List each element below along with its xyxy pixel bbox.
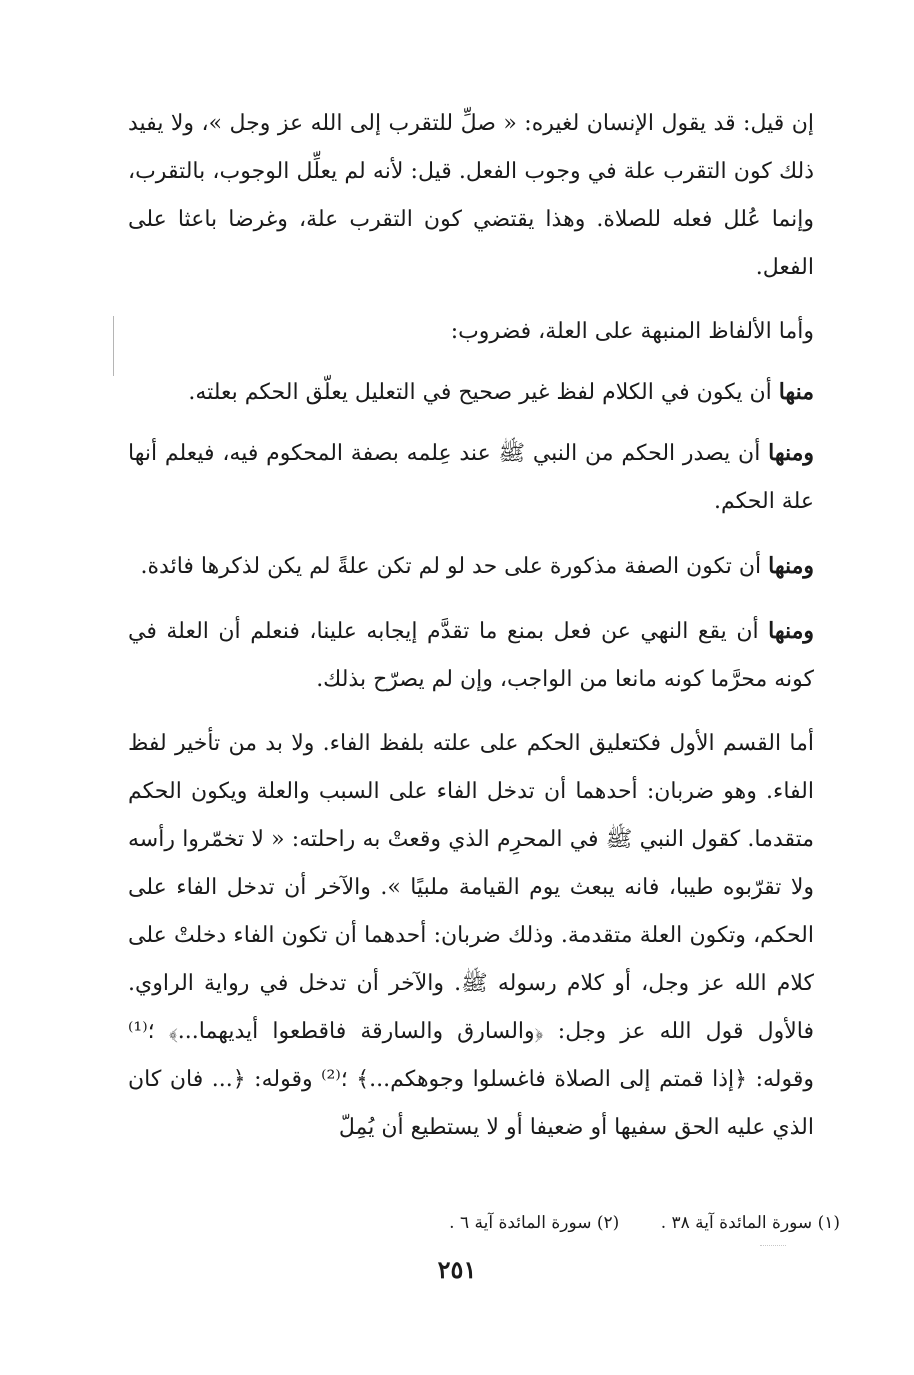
paragraph-text: أن يقع النهي عن فعل بمنع ما تقدَّم إيجابه علينا، فنعلم أن العلة في كونه محرَّما كونه مانعا من الواجب، وإن لم يصرّح بذلك. xyxy=(128,619,814,692)
paragraph-objection: إن قيل: قد يقول الإنسان لغيره: « صلِّ للتقرب إلى الله عز وجل »، ولا يفيد ذلك كون التقرب علة في وجوب الفعل. قيل: لأنه لم يعلِّل الوجوب، بالتقرب، وإنما عُلل فعله للصلاة. وهذا يقتضي كون التقرب علة، وغرضا باعثا على الفعل. xyxy=(128,111,814,280)
footnotes xyxy=(380,1210,840,1236)
scan-specks xyxy=(760,1245,786,1250)
page-number: ٢٥١ xyxy=(437,1255,477,1284)
paragraph-text: أن يكون في الكلام لفظ غير صحيح في التعليل يعلّق الحكم بعلته. xyxy=(188,380,779,405)
paragraph-type-one xyxy=(128,368,814,417)
footnote-2: (٢) سورة المائدة آية ٦ . xyxy=(449,1213,620,1233)
lead-word: منها xyxy=(778,379,814,405)
lead-word: ومنها xyxy=(768,440,814,466)
paragraph-type-three xyxy=(128,542,814,591)
paragraph-signal-words: وأما الألفاظ المنبهة على العلة، فضروب: xyxy=(450,319,814,344)
lead-word: ومنها xyxy=(768,553,814,579)
main-text xyxy=(128,100,814,1152)
paragraph-first-section: أما القسم الأول فكتعليق الحكم على علته بلفظ الفاء. ولا بد من تأخير لفظ الفاء. وهو ضربان: أحدهما أن تدخل الفاء على السبب والعلة ويكون الحكم متقدما. كقول النبي ﷺ في المحرِم الذي وقعتْ به راحلته: « لا تخمّروا رأسه ولا تقرّبوه طيبا، فانه يبعث يوم القيامة ملبيًا ». والآخر أن تدخل الفاء على الحكم، وتكون العلة متقدمة. وذلك ضربان: أحدهما أن تكون الفاء دخلتْ على كلام الله عز وجل، أو كلام رسوله ﷺ. والآخر أن تدخل في رواية الراوي. فالأول قول الله عز وجل: ﴿والسارق والسارقة فاقطعوا أيديهما...﴾ ؛⁽¹⁾ وقوله: ﴿إذا قمتم إلى الصلاة فاغسلوا وجوهكم...﴾ ؛⁽²⁾ وقوله: ﴿... فان كان الذي عليه الحق سفيها أو ضعيفا أو لا يستطيع أن يُمِلّ xyxy=(128,731,814,1140)
margin-mark xyxy=(113,316,114,376)
paragraph-type-four xyxy=(128,607,814,704)
footnote-1: (١) سورة المائدة آية ٣٨ . xyxy=(660,1213,840,1233)
paragraph-text: أن تكون الصفة مذكورة على حد لو لم تكن علةً لم يكن لذكرها فائدة. xyxy=(140,554,769,579)
lead-word: ومنها xyxy=(768,618,814,644)
paragraph-text: أن يصدر الحكم من النبي ﷺ عند عِلمه بصفة المحكوم فيه، فيعلم أنها علة الحكم. xyxy=(128,441,814,514)
paragraph-type-two xyxy=(128,429,814,526)
